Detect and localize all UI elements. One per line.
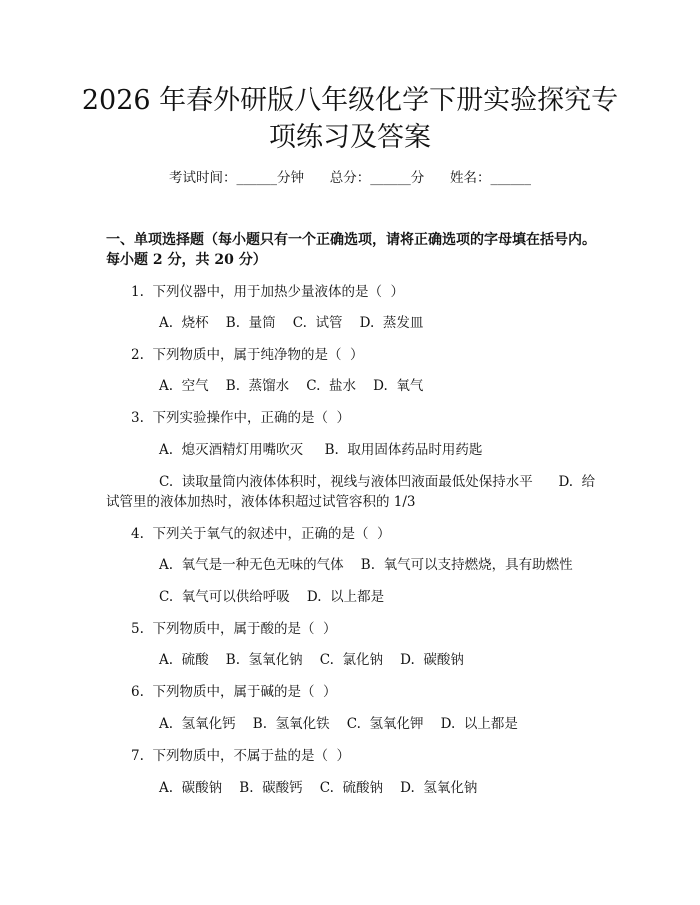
section-heading-line1: 一、单项选择题（每小题只有一个正确选项，请将正确选项的字母填在括号内。 <box>106 232 596 248</box>
question-1-options: A. 烧杯 B. 量筒 C. 试管 D. 蒸发皿 <box>159 315 424 331</box>
question-2-options: A. 空气 B. 蒸馏水 C. 盐水 D. 氧气 <box>159 378 424 394</box>
question-4-stem: 4. 下列关于氧气的叙述中，正确的是（ ） <box>131 526 391 542</box>
question-3-options-d-wrap: 试管里的液体加热时，液体体积超过试管容积的 1/3 <box>106 494 416 510</box>
exam-info <box>0 168 700 188</box>
question-4-options-ab: A. 氧气是一种无色无味的气体 B. 氧气可以支持燃烧，具有助燃性 <box>159 557 573 573</box>
question-3-stem: 3. 下列实验操作中，正确的是（ ） <box>131 410 351 426</box>
question-6-options: A. 氢氧化钙 B. 氢氧化铁 C. 氢氧化钾 D. 以上都是 <box>159 716 518 732</box>
section-heading-line2: 每小题 2 分，共 20 分） <box>106 252 267 268</box>
question-7-options: A. 碳酸钠 B. 碳酸钙 C. 硫酸钠 D. 氢氧化钠 <box>159 780 478 796</box>
document-title-line2: 项练习及答案 <box>269 122 431 153</box>
question-5-options: A. 硫酸 B. 氢氧化钠 C. 氯化钠 D. 碳酸钠 <box>159 652 464 668</box>
question-1-stem: 1. 下列仪器中，用于加热少量液体的是（ ） <box>131 284 405 300</box>
question-5-stem: 5. 下列物质中，属于酸的是（ ） <box>131 621 337 637</box>
question-6-stem: 6. 下列物质中，属于碱的是（ ） <box>131 684 337 700</box>
question-3-options-cd: C. 读取量筒内液体体积时，视线与液体凹液面最低处保持水平 D. 给 <box>159 474 596 490</box>
question-2-stem: 2. 下列物质中，属于纯净物的是（ ） <box>131 347 364 363</box>
exam-info-text: 考试时间：______分钟 总分：______分 姓名：______ <box>169 170 531 186</box>
document-title-line1: 2026 年春外研版八年级化学下册实验探究专 <box>81 85 619 116</box>
question-4-options-cd: C. 氧气可以供给呼吸 D. 以上都是 <box>159 589 385 605</box>
question-3-options-ab: A. 熄灭酒精灯用嘴吹灭 B. 取用固体药品时用药匙 <box>159 442 483 458</box>
question-7-stem: 7. 下列物质中，不属于盐的是（ ） <box>131 748 351 764</box>
